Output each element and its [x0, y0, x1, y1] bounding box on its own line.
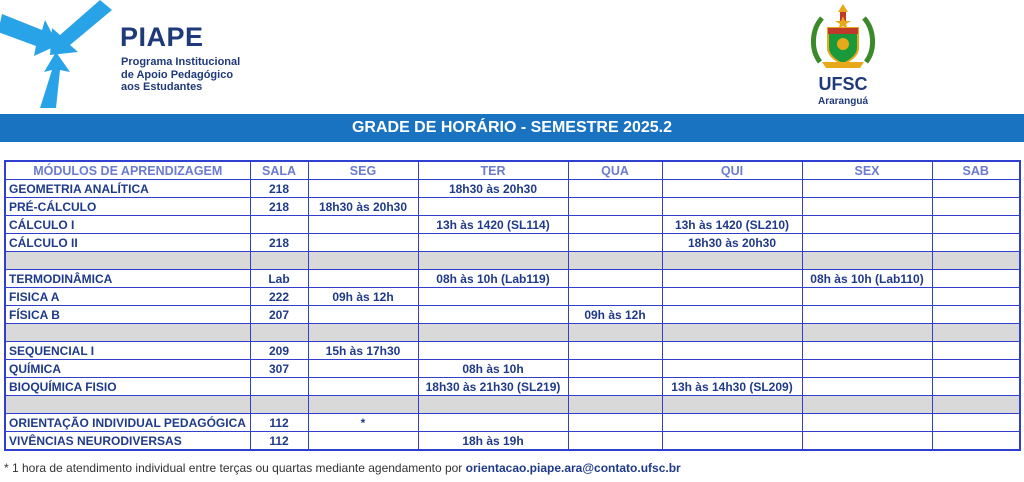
room: 112 — [250, 414, 308, 432]
separator-cell — [932, 252, 1020, 270]
fri-slot — [802, 432, 932, 451]
thu-slot — [662, 414, 802, 432]
module-name: SEQUENCIAL I — [5, 342, 250, 360]
column-header-room: SALA — [250, 161, 308, 180]
module-name: VIVÊNCIAS NEURODIVERSAS — [5, 432, 250, 451]
sat-slot — [932, 378, 1020, 396]
fri-slot — [802, 378, 932, 396]
tue-slot: 13h às 1420 (SL114) — [418, 216, 568, 234]
mon-slot: 18h30 às 20h30 — [308, 198, 418, 216]
mon-slot — [308, 306, 418, 324]
wed-slot — [568, 360, 662, 378]
table-separator-row — [5, 252, 1020, 270]
separator-cell — [308, 396, 418, 414]
column-header-sat: SAB — [932, 161, 1020, 180]
thu-slot — [662, 288, 802, 306]
separator-cell — [308, 252, 418, 270]
fri-slot: 08h às 10h (Lab110) — [802, 270, 932, 288]
sat-slot — [932, 360, 1020, 378]
sat-slot — [932, 306, 1020, 324]
tue-slot — [418, 234, 568, 252]
module-name: BIOQUÍMICA FISIO — [5, 378, 250, 396]
sat-slot — [932, 198, 1020, 216]
tue-slot: 08h às 10h — [418, 360, 568, 378]
room: 218 — [250, 234, 308, 252]
mon-slot: * — [308, 414, 418, 432]
module-name: FÍSICA B — [5, 306, 250, 324]
thu-slot — [662, 198, 802, 216]
table-row — [5, 216, 1020, 234]
tue-slot: 18h30 às 20h30 — [418, 180, 568, 198]
table-separator-row — [5, 324, 1020, 342]
thu-slot — [662, 270, 802, 288]
room: 307 — [250, 360, 308, 378]
fri-slot — [802, 180, 932, 198]
table-row — [5, 198, 1020, 216]
thu-slot: 13h às 1420 (SL210) — [662, 216, 802, 234]
table-row — [5, 414, 1020, 432]
module-name: CÁLCULO I — [5, 216, 250, 234]
separator-cell — [250, 324, 308, 342]
module-name: FISICA A — [5, 288, 250, 306]
table-row — [5, 180, 1020, 198]
separator-cell — [418, 252, 568, 270]
room: 207 — [250, 306, 308, 324]
sat-slot — [932, 216, 1020, 234]
table-row — [5, 234, 1020, 252]
separator-cell — [802, 396, 932, 414]
org-name: PIAPE — [120, 22, 204, 52]
room: 222 — [250, 288, 308, 306]
wed-slot — [568, 288, 662, 306]
separator-cell — [568, 252, 662, 270]
tue-slot — [418, 288, 568, 306]
org-subtitle — [121, 56, 240, 94]
university-name: UFSC — [818, 74, 868, 94]
separator-cell — [662, 252, 802, 270]
table-row — [5, 306, 1020, 324]
separator-cell — [250, 396, 308, 414]
table-row — [5, 270, 1020, 288]
separator-cell — [802, 324, 932, 342]
column-header-modules: MÓDULOS DE APRENDIZAGEM — [5, 161, 250, 180]
org-subtitle-line: Programa Institucional — [121, 56, 241, 68]
mon-slot — [308, 432, 418, 451]
separator-cell — [418, 324, 568, 342]
tue-slot — [418, 342, 568, 360]
separator-cell — [308, 324, 418, 342]
separator-cell — [932, 396, 1020, 414]
module-name: CÁLCULO II — [5, 234, 250, 252]
separator-cell — [662, 396, 802, 414]
table-row — [5, 288, 1020, 306]
module-name: QUÍMICA — [5, 360, 250, 378]
table-row — [5, 432, 1020, 451]
wed-slot — [568, 342, 662, 360]
room: 209 — [250, 342, 308, 360]
thu-slot — [662, 306, 802, 324]
table-separator-row — [5, 396, 1020, 414]
mon-slot — [308, 216, 418, 234]
module-name: PRÉ-CÁLCULO — [5, 198, 250, 216]
separator-cell — [662, 324, 802, 342]
fri-slot — [802, 360, 932, 378]
wed-slot — [568, 180, 662, 198]
footnote-text: * 1 hora de atendimento individual entre terças ou quartas mediante agendamento por — [4, 461, 466, 475]
module-name: TERMODINÂMICA — [5, 270, 250, 288]
tue-slot: 18h às 19h — [418, 432, 568, 451]
table-row — [5, 378, 1020, 396]
schedule-table — [4, 160, 1021, 451]
column-header-tue: TER — [418, 161, 568, 180]
sat-slot — [932, 234, 1020, 252]
wed-slot — [568, 378, 662, 396]
room: Lab — [250, 270, 308, 288]
org-subtitle-line: aos Estudantes — [121, 81, 203, 93]
module-name: GEOMETRIA ANALÍTICA — [5, 180, 250, 198]
org-subtitle-line: de Apoio Pedagógico — [121, 68, 234, 81]
sat-slot — [932, 288, 1020, 306]
sat-slot — [932, 342, 1020, 360]
column-header-fri: SEX — [802, 161, 932, 180]
room — [250, 378, 308, 396]
fri-slot — [802, 234, 932, 252]
contact-email-link[interactable]: orientacao.piape.ara@contato.ufsc.br — [465, 461, 681, 475]
thu-slot — [662, 360, 802, 378]
thu-slot: 18h30 às 20h30 — [662, 234, 802, 252]
separator-cell — [5, 324, 250, 342]
mon-slot — [308, 378, 418, 396]
wed-slot — [568, 234, 662, 252]
campus-name: Araranguá — [817, 96, 868, 107]
ufsc-logo — [808, 4, 878, 108]
tue-slot — [418, 414, 568, 432]
room — [250, 216, 308, 234]
room: 112 — [250, 432, 308, 451]
page-title: GRADE DE HORÁRIO - SEMESTRE 2025.2 — [0, 114, 1024, 142]
room: 218 — [250, 180, 308, 198]
separator-cell — [802, 252, 932, 270]
table-row — [5, 342, 1020, 360]
separator-cell — [5, 396, 250, 414]
thu-slot — [662, 432, 802, 451]
column-header-mon: SEG — [308, 161, 418, 180]
table-header-row — [5, 161, 1020, 180]
mon-slot — [308, 360, 418, 378]
separator-cell — [5, 252, 250, 270]
separator-cell — [568, 324, 662, 342]
table-row — [5, 360, 1020, 378]
fri-slot — [802, 306, 932, 324]
mon-slot — [308, 270, 418, 288]
thu-slot — [662, 342, 802, 360]
sat-slot — [932, 414, 1020, 432]
mon-slot: 09h às 12h — [308, 288, 418, 306]
wed-slot — [568, 432, 662, 451]
wed-slot — [568, 216, 662, 234]
fri-slot — [802, 414, 932, 432]
sat-slot — [932, 270, 1020, 288]
separator-cell — [418, 396, 568, 414]
fri-slot — [802, 342, 932, 360]
wed-slot — [568, 270, 662, 288]
page-header — [0, 0, 1024, 112]
column-header-wed: QUA — [568, 161, 662, 180]
tue-slot — [418, 306, 568, 324]
mon-slot: 15h às 17h30 — [308, 342, 418, 360]
ufsc-crest-icon — [808, 4, 878, 72]
separator-cell — [932, 324, 1020, 342]
tue-slot: 18h30 às 21h30 (SL219) — [418, 378, 568, 396]
column-header-thu: QUI — [662, 161, 802, 180]
tue-slot: 08h às 10h (Lab119) — [418, 270, 568, 288]
thu-slot — [662, 180, 802, 198]
tue-slot — [418, 198, 568, 216]
fri-slot — [802, 198, 932, 216]
separator-cell — [250, 252, 308, 270]
thu-slot: 13h às 14h30 (SL209) — [662, 378, 802, 396]
fri-slot — [802, 288, 932, 306]
room: 218 — [250, 198, 308, 216]
separator-cell — [568, 396, 662, 414]
piape-arrows-logo-icon — [0, 0, 115, 112]
sat-slot — [932, 432, 1020, 451]
mon-slot — [308, 234, 418, 252]
mon-slot — [308, 180, 418, 198]
fri-slot — [802, 216, 932, 234]
sat-slot — [932, 180, 1020, 198]
module-name: ORIENTAÇÃO INDIVIDUAL PEDAGÓGICA — [5, 414, 250, 432]
wed-slot: 09h às 12h — [568, 306, 662, 324]
wed-slot — [568, 414, 662, 432]
footnote — [4, 461, 681, 475]
wed-slot — [568, 198, 662, 216]
